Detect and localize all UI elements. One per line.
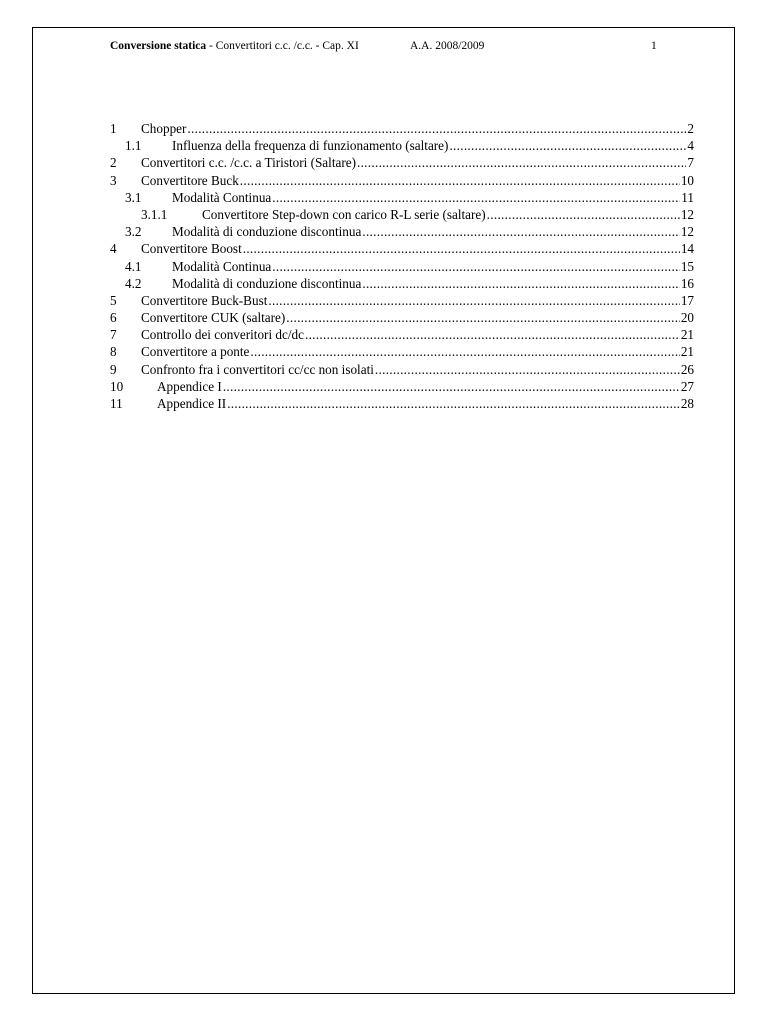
toc-page: 12 [680, 224, 694, 240]
toc-page: 21 [680, 327, 694, 343]
toc-title: Convertitore Buck [141, 172, 239, 188]
toc-title: Convertitore Step-down con carico R-L serie (saltare) [202, 206, 486, 222]
toc-number: 4.1 [125, 258, 142, 274]
toc-page: 27 [680, 378, 694, 394]
toc-number: 9 [110, 361, 117, 377]
toc-leader [375, 361, 680, 378]
toc-leader [223, 378, 680, 395]
toc-entry[interactable] [110, 275, 694, 292]
toc-leader [487, 206, 680, 223]
header-page-number: 1 [651, 40, 657, 52]
toc-entry[interactable] [110, 343, 694, 360]
toc-number: 1 [110, 121, 117, 136]
toc-entry[interactable] [110, 120, 694, 137]
toc-page: 20 [680, 310, 694, 326]
toc-page: 11 [681, 189, 694, 205]
toc-page: 12 [680, 206, 694, 222]
toc-leader [240, 172, 680, 189]
toc-page: 15 [680, 258, 694, 274]
toc-leader [362, 275, 679, 292]
toc-leader [272, 189, 680, 206]
toc-entry[interactable] [110, 137, 694, 154]
toc-page: 2 [687, 121, 694, 136]
toc-number: 7 [110, 327, 117, 343]
toc-entry[interactable] [110, 189, 694, 206]
toc-number: 5 [110, 292, 117, 308]
toc-title: Influenza della frequenza di funzionamento (saltare) [172, 138, 449, 154]
toc-entry[interactable] [110, 240, 694, 257]
toc-number: 3.2 [125, 224, 142, 240]
toc-title: Modalità Continua [172, 189, 272, 205]
toc-entry[interactable] [110, 172, 694, 189]
toc-title: Modalità Continua [172, 258, 272, 274]
toc-leader [305, 326, 680, 343]
toc-title: Chopper [141, 121, 187, 136]
header-title-rest: - Convertitori c.c. /c.c. - Cap. XI [206, 40, 359, 52]
toc-page: 21 [680, 344, 694, 360]
toc-leader [227, 395, 680, 412]
toc-leader [268, 292, 679, 309]
toc-number: 1.1 [125, 138, 142, 154]
toc-title: Controllo dei converitori dc/dc [141, 327, 304, 343]
toc-title: Confronto fra i convertitori cc/cc non isolati [141, 361, 374, 377]
toc-number: 4 [110, 241, 117, 257]
toc-entry[interactable] [110, 292, 694, 309]
toc-entry[interactable] [110, 206, 694, 223]
toc-page: 10 [680, 172, 694, 188]
toc-leader [243, 240, 680, 257]
toc-title: Appendice I [157, 378, 222, 394]
toc-entry[interactable] [110, 154, 694, 171]
toc-number: 3.1 [125, 189, 142, 205]
toc-page: 16 [680, 275, 694, 291]
toc-title: Convertitore Boost [141, 241, 242, 257]
toc-number: 4.2 [125, 275, 142, 291]
toc-page: 26 [680, 361, 694, 377]
toc-entry[interactable] [110, 258, 694, 275]
toc-number: 3 [110, 172, 117, 188]
toc-leader [187, 120, 686, 137]
toc-entry[interactable] [110, 309, 694, 326]
toc-number: 11 [110, 396, 123, 411]
toc-entry[interactable] [110, 361, 694, 378]
toc-title: Modalità di conduzione discontinua [172, 224, 362, 240]
toc-entry[interactable] [110, 326, 694, 343]
toc-page: 7 [687, 155, 694, 171]
toc-title: Appendice II [157, 396, 227, 411]
toc-leader [449, 137, 686, 154]
toc-leader [286, 309, 680, 326]
toc-entry[interactable] [110, 395, 694, 412]
toc-number: 3.1.1 [141, 206, 168, 222]
toc-page: 17 [680, 292, 694, 308]
header-title-bold: Conversione statica [110, 40, 207, 52]
toc-page: 4 [687, 138, 694, 154]
toc-leader [357, 154, 686, 171]
toc-number: 8 [110, 344, 117, 360]
toc-leader [272, 258, 680, 275]
toc-title: Modalità di conduzione discontinua [172, 275, 362, 291]
toc-title: Convertitore Buck-Bust [141, 292, 268, 308]
running-header [110, 39, 660, 53]
header-academic-year: A.A. 2008/2009 [410, 40, 485, 52]
toc-entry[interactable] [110, 378, 694, 395]
toc-title: Convertitore a ponte [141, 344, 250, 360]
toc-title: Convertitori c.c. /c.c. a Tiristori (Saltare) [141, 155, 356, 171]
toc-entry[interactable] [110, 223, 694, 240]
toc-title: Convertitore CUK (saltare) [141, 310, 286, 326]
table-of-contents [110, 120, 694, 412]
toc-number: 2 [110, 155, 117, 171]
toc-number: 10 [110, 378, 124, 394]
toc-page: 28 [680, 396, 694, 411]
toc-page: 14 [680, 241, 694, 257]
toc-leader [362, 223, 679, 240]
toc-leader [250, 343, 679, 360]
toc-number: 6 [110, 310, 117, 326]
